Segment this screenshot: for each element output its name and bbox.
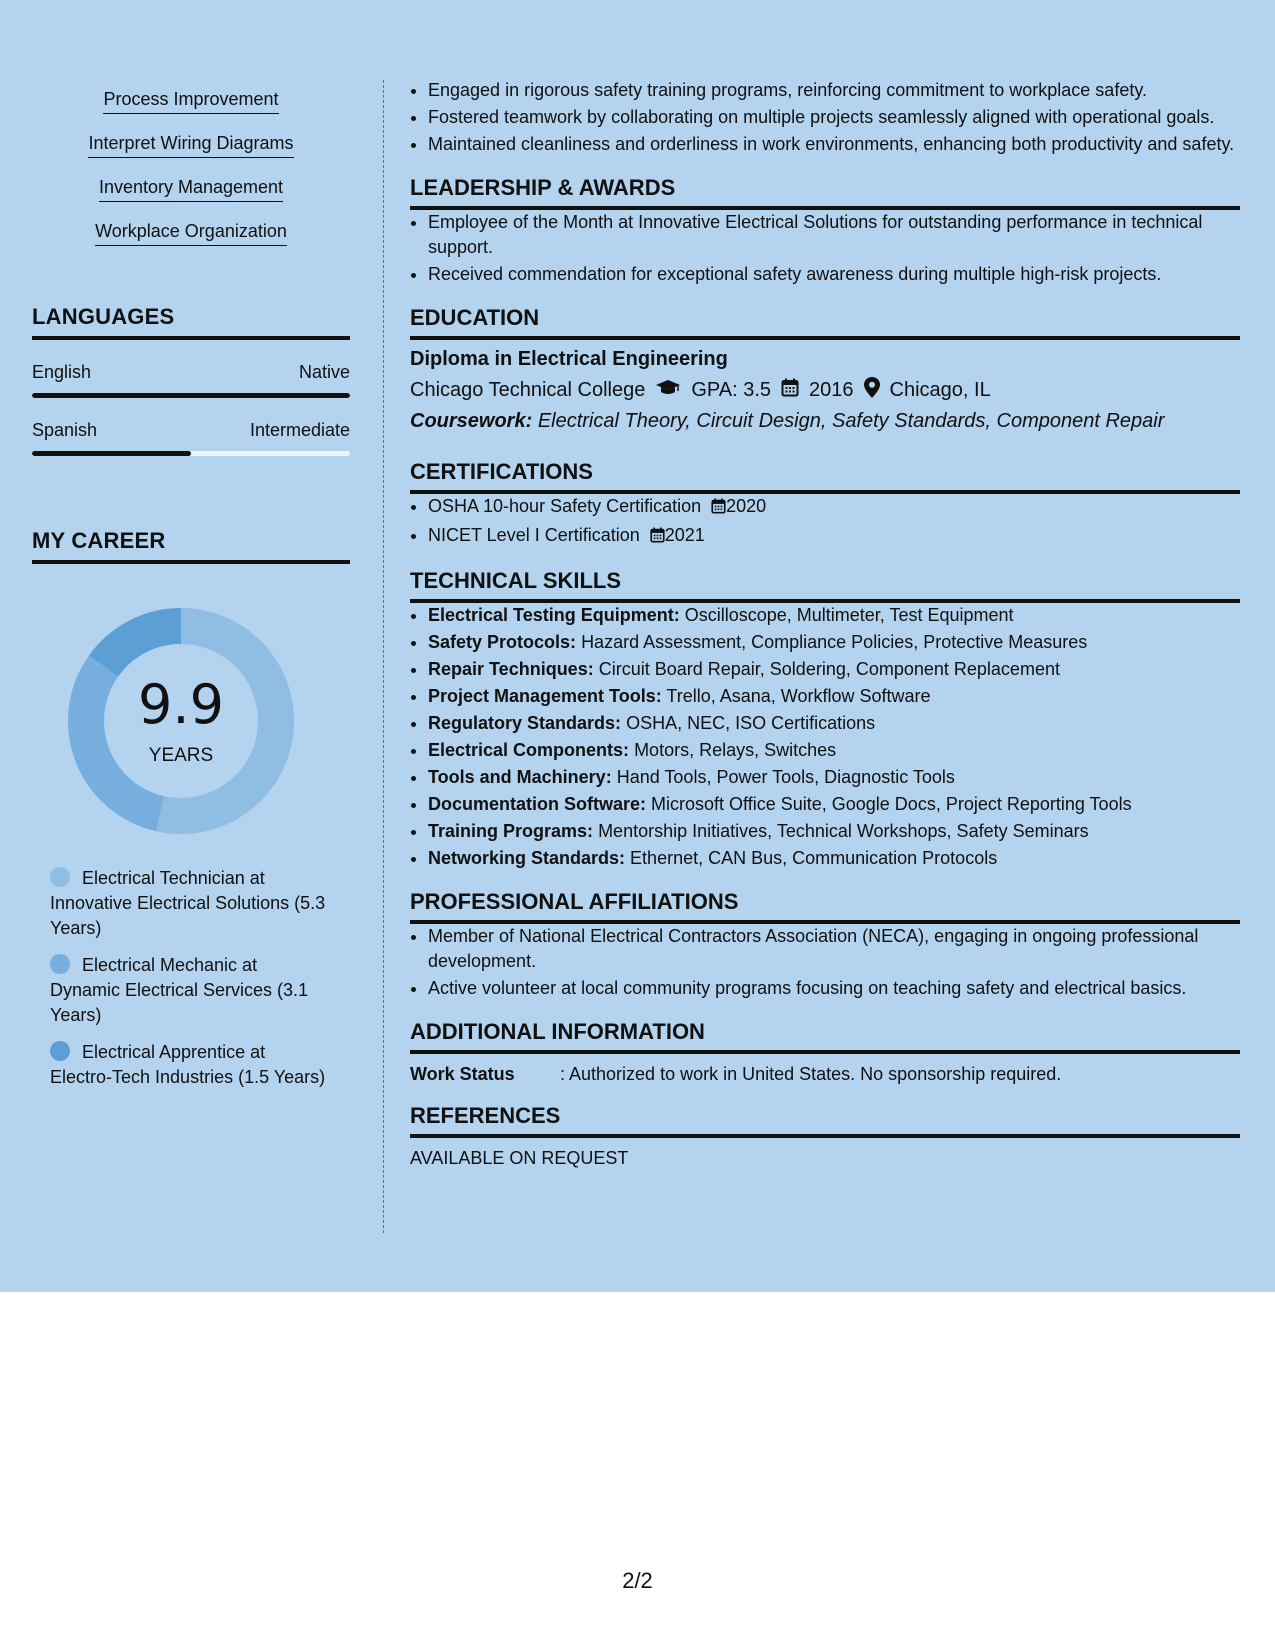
languages-heading: LANGUAGES: [32, 304, 350, 340]
technical-skill-label: Training Programs:: [428, 821, 594, 841]
language-proficiency-bar: [32, 393, 350, 398]
career-legend-dot: [50, 954, 70, 974]
work-status-row: [410, 1064, 1240, 1085]
technical-skill-value: Motors, Relays, Switches: [634, 740, 837, 760]
leadership-heading: LEADERSHIP & AWARDS: [410, 175, 1240, 210]
career-item-text: Electrical Apprentice at Electro-Tech Industries (1.5 Years): [50, 1042, 326, 1087]
leadership-item: • Received commendation for exceptional safety awareness during multiple high-risk projects.: [428, 262, 1240, 287]
coursework-text: Electrical Theory, Circuit Design, Safety Standards, Component Repair: [537, 410, 1165, 432]
career-item: [50, 1040, 330, 1090]
career-item: [50, 866, 330, 941]
technical-skill-item: [428, 792, 1240, 817]
language-row: [32, 362, 350, 383]
skills-list: [32, 80, 350, 256]
calendar-icon: [781, 378, 799, 403]
language-proficiency-bar: [32, 451, 350, 456]
technical-skill-item: [428, 630, 1240, 655]
experience-bullet: • Maintained cleanliness and orderliness in work environments, enhancing both productivity and safety.: [428, 132, 1240, 157]
skill-item: Workplace Organization: [95, 221, 287, 246]
certifications-list: [410, 494, 1240, 550]
certification-name: NICET Level I Certification: [428, 525, 640, 545]
technical-skill-item: [428, 603, 1240, 628]
career-donut-chart: [66, 606, 296, 836]
references-heading: REFERENCES: [410, 1103, 1240, 1138]
technical-skill-label: Electrical Testing Equipment:: [428, 605, 680, 625]
education-details: [410, 377, 1240, 404]
career-legend-dot: [50, 1041, 70, 1061]
experience-bullet: • Fostered teamwork by collaborating on multiple projects seamlessly aligned with operational goals.: [428, 105, 1240, 130]
page-number: 2/2: [622, 1568, 653, 1593]
technical-skill-value: OSHA, NEC, ISO Certifications: [626, 713, 876, 733]
technical-skill-value: Circuit Board Repair, Soldering, Component Replacement: [598, 659, 1060, 679]
technical-skill-item: [428, 846, 1240, 871]
career-heading: MY CAREER: [32, 528, 350, 564]
technical-skills-list: [410, 603, 1240, 871]
experience-bullets: [410, 78, 1240, 157]
calendar-icon: [650, 525, 665, 550]
education-coursework: [410, 410, 1240, 433]
technical-skill-value: Trello, Asana, Workflow Software: [666, 686, 931, 706]
skill-item: Process Improvement: [103, 89, 278, 114]
language-proficiency-fill: [32, 451, 191, 456]
language-level: Intermediate: [249, 420, 350, 440]
language-name: English: [32, 362, 92, 382]
affiliation-item: • Member of National Electrical Contractors Association (NECA), engaging in ongoing professional development.: [428, 924, 1240, 974]
graduation-cap-icon: [655, 379, 681, 403]
technical-skill-item: [428, 711, 1240, 736]
technical-skill-item: [428, 684, 1240, 709]
education-degree: Diploma in Electrical Engineering: [410, 348, 728, 370]
additional-info-heading: ADDITIONAL INFORMATION: [410, 1019, 1240, 1054]
column-divider: [383, 80, 384, 1233]
technical-skill-value: Hazard Assessment, Compliance Policies, Protective Measures: [581, 632, 1088, 652]
technical-skill-item: [428, 657, 1240, 682]
right-column: [410, 78, 1240, 1169]
work-status-value: : Authorized to work in United States. No sponsorship required.: [560, 1064, 1062, 1084]
leadership-list: [410, 210, 1240, 287]
education-section: [410, 348, 1240, 433]
technical-skill-label: Tools and Machinery:: [428, 767, 612, 787]
technical-skill-item: [428, 765, 1240, 790]
languages-list: [32, 362, 350, 456]
experience-bullet: • Engaged in rigorous safety training programs, reinforcing commitment to workplace safety.: [428, 78, 1240, 103]
technical-skill-value: Oscilloscope, Multimeter, Test Equipment: [684, 605, 1014, 625]
affiliations-heading: PROFESSIONAL AFFILIATIONS: [410, 889, 1240, 924]
certification-year: 2020: [726, 496, 767, 516]
technical-skill-label: Documentation Software:: [428, 794, 647, 814]
certification-item: [428, 494, 1240, 521]
affiliation-item: • Active volunteer at local community programs focusing on teaching safety and electrical basics.: [428, 976, 1240, 1001]
career-list: [50, 866, 330, 1090]
left-column: [32, 80, 350, 1102]
technical-skill-value: Ethernet, CAN Bus, Communication Protocols: [630, 848, 998, 868]
skill-item: Interpret Wiring Diagrams: [88, 133, 293, 158]
work-status-label: Work Status: [410, 1064, 515, 1084]
technical-skills-heading: TECHNICAL SKILLS: [410, 568, 1240, 603]
career-item-text: Electrical Mechanic at Dynamic Electrical Services (3.1 Years): [50, 955, 309, 1025]
education-school: Chicago Technical College: [410, 379, 646, 401]
technical-skill-value: Hand Tools, Power Tools, Diagnostic Tools: [616, 767, 955, 787]
technical-skill-value: Mentorship Initiatives, Technical Workshops, Safety Seminars: [598, 821, 1089, 841]
certification-name: OSHA 10-hour Safety Certification: [428, 496, 702, 516]
career-item-text: Electrical Technician at Innovative Electrical Solutions (5.3 Years): [50, 868, 326, 938]
technical-skill-label: Safety Protocols:: [428, 632, 577, 652]
education-year: 2016: [809, 379, 854, 401]
calendar-icon: [711, 496, 726, 521]
technical-skill-label: Networking Standards:: [428, 848, 626, 868]
language-row: [32, 420, 350, 441]
technical-skill-label: Repair Techniques:: [428, 659, 594, 679]
skill-item: Inventory Management: [99, 177, 283, 202]
education-gpa: GPA: 3.5: [691, 379, 772, 401]
education-heading: EDUCATION: [410, 305, 1240, 340]
career-legend-dot: [50, 867, 70, 887]
career-total-years: 9.9: [138, 673, 224, 736]
technical-skill-label: Regulatory Standards:: [428, 713, 622, 733]
affiliations-list: [410, 924, 1240, 1001]
career-total-unit: YEARS: [148, 745, 214, 766]
technical-skill-label: Project Management Tools:: [428, 686, 662, 706]
language-level: Native: [298, 362, 350, 382]
language-name: Spanish: [32, 420, 98, 440]
technical-skill-item: [428, 819, 1240, 844]
education-location: Chicago, IL: [889, 379, 991, 401]
technical-skill-label: Electrical Components:: [428, 740, 630, 760]
location-pin-icon: [864, 377, 880, 404]
language-proficiency-fill: [32, 393, 350, 398]
career-item: [50, 953, 330, 1028]
certification-item: [428, 523, 1240, 550]
technical-skill-value: Microsoft Office Suite, Google Docs, Project Reporting Tools: [651, 794, 1132, 814]
certifications-heading: CERTIFICATIONS: [410, 459, 1240, 494]
certification-year: 2021: [664, 525, 705, 545]
coursework-label: Coursework:: [410, 410, 533, 432]
technical-skill-item: [428, 738, 1240, 763]
leadership-item: • Employee of the Month at Innovative Electrical Solutions for outstanding performance in technical support.: [428, 210, 1240, 260]
references-text: AVAILABLE ON REQUEST: [410, 1148, 629, 1168]
